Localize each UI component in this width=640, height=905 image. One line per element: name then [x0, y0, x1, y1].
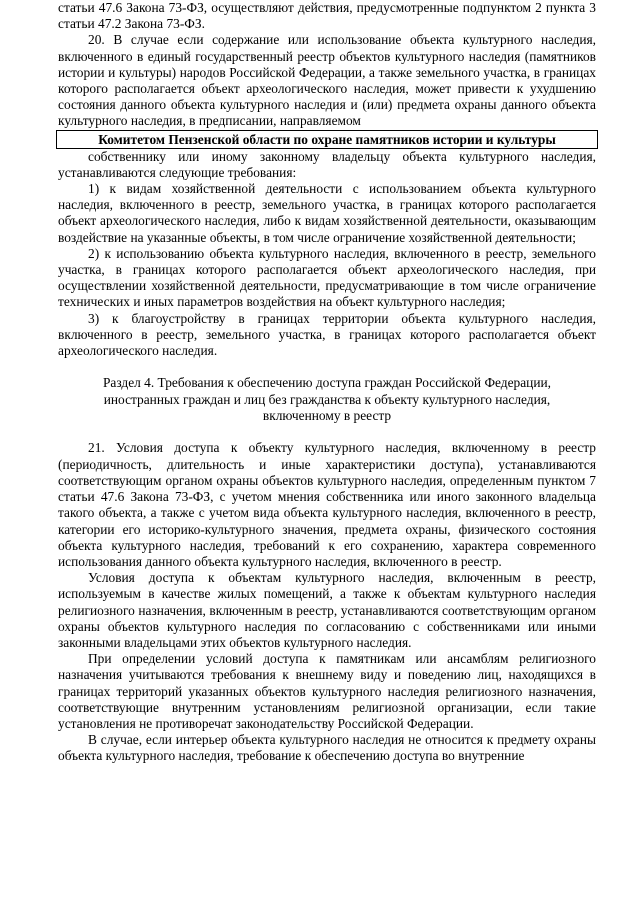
paragraph-access-residential: Условия доступа к объектам культурного наследия, включенным в реестр, используемым в качестве жилых помещений, а также к объектам культурного наследия религиозного назначения, включенным в реестр, устанавливаются соответствующим органом охраны объектов культурного наследия по согласованию с собственниками или иными законными владельцами этих объектов культурного наследия.	[58, 570, 596, 650]
paragraph-interior: В случае, если интерьер объекта культурного наследия не относится к предмету охраны объекта культурного наследия, требование к обеспечению доступа во внутренние	[58, 732, 596, 764]
paragraph-requirement-3: 3) к благоустройству в границах территории объекта культурного наследия, включенного в реестр, земельного участка, в границах которого располагается объект археологического наследия.	[58, 310, 596, 359]
section-title	[58, 375, 596, 424]
section-title-line-3: включенному в реестр	[262, 408, 392, 424]
highlighted-authority-box: Комитетом Пензенской области по охране памятников истории и культуры	[56, 130, 598, 149]
paragraph-item-20: 20. В случае если содержание или использование объекта культурного наследия, включенного в единый государственный реестр объектов культурного наследия (памятников истории и культуры) народов Российской Федерации, а также земельного участка, в границах которого располагается объект археологического наследия, может привести к ухудшению состояния данного объекта культурного наследия и (или) предмета охраны данного объекта культурного наследия, в предписании, направляемом	[58, 32, 596, 129]
section-title-line-1: Раздел 4. Требования к обеспечению доступа граждан Российской Федерации,	[102, 375, 552, 391]
section-title-line-2: иностранных граждан и лиц без гражданства к объекту культурного наследия,	[103, 391, 551, 407]
paragraph-requirement-1: 1) к видам хозяйственной деятельности с использованием объекта культурного наследия, включенного в реестр, земельного участка, в границах которого располагается объект археологического наследия, либо к видам хозяйственной деятельности, оказывающим воздействие на указанные объекты, в том числе ограничение хозяйственной деятельности;	[58, 181, 596, 245]
document-page	[58, 0, 596, 765]
paragraph-continuation: статьи 47.6 Закона 73-ФЗ, осуществляют действия, предусмотренные подпунктом 2 пункта 3 статьи 47.2 Закона 73-ФЗ.	[58, 0, 596, 32]
paragraph-access-religious: При определении условий доступа к памятникам или ансамблям религиозного назначения учитываются требования к внешнему виду и поведению лиц, находящихся в границах территорий указанных объектов культурного наследия религиозного назначения, соответствующие внутренним установлениям религиозной организации, если такие установления не противоречат законодательству Российской Федерации.	[58, 651, 596, 731]
paragraph-requirements-intro: собственнику или иному законному владельцу объекта культурного наследия, устанавливаются следующие требования:	[58, 148, 596, 180]
paragraph-item-21: 21. Условия доступа к объекту культурного наследия, включенному в реестр (периодичность, длительность и иные характеристики доступа), устанавливаются соответствующим органом охраны объектов культурного наследия, определенным пунктом 7 статьи 47.6 Закона 73-ФЗ, с учетом мнения собственника или иного законного владельца такого объекта, а также с учетом вида объекта культурного наследия, включенного в реестр, категории его историко-культурного значения, предмета охраны, физического состояния объекта культурного наследия, требований к его сохранению, характера современного использования данного объекта культурного наследия, включенного в реестр.	[58, 440, 596, 569]
paragraph-requirement-2: 2) к использованию объекта культурного наследия, включенного в реестр, земельного участка, в границах которого располагается объект археологического наследия, при осуществлении хозяйственной деятельности, предусматривающие в том числе ограничение технических и иных параметров воздействия на объект культурного наследия;	[58, 245, 596, 310]
